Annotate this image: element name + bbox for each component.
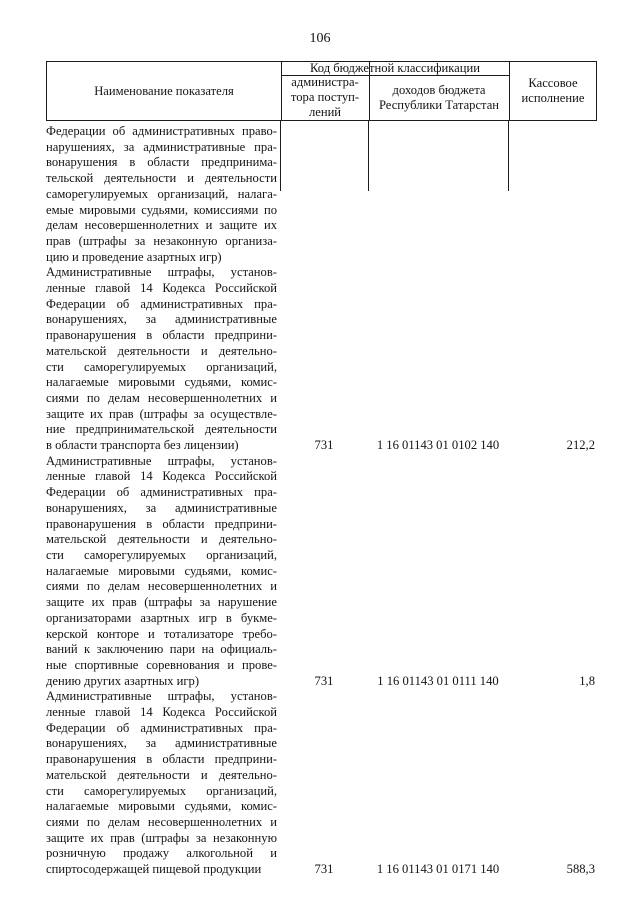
indicator-text-line: ваний к заключению пари на официаль- [46,642,277,657]
indicator-text-line: сти саморегулируемых организаций, [46,783,277,798]
indicator-text-line: Федерации об административных пра- [46,296,277,311]
indicator-text [46,265,277,453]
indicator-text-line: вонарушениях, за административные [46,312,277,327]
indicator-text-line: защите их прав (штрафы за незаконную [46,830,277,845]
indicator-text-line: Федерации об административных пра- [46,720,277,735]
execution-amount: 212,2 [566,438,595,453]
table-row [46,124,597,265]
table-row [46,454,597,690]
indicator-text-line: налагаемые мировыми судьями, комис- [46,375,277,390]
indicator-text-line: цию и проведение азартных игр) [46,249,222,264]
header-label-line: исполнение [521,91,585,105]
indicator-text-line: розничную продажу алкогольной и [46,846,277,861]
indicator-text-line: Федерации об административных пра- [46,485,277,500]
indicator-text [46,689,277,877]
indicator-text-line: сти саморегулируемых организаций, [46,359,277,374]
indicator-text-line: нарушениях, за административные пра- [46,139,277,154]
indicator-text [46,454,277,690]
indicator-text-line: саморегулируемых организаций, налага- [46,186,277,201]
budget-table [46,61,597,877]
indicator-text-line: организаторами азартных игр в букме- [46,610,277,625]
income-code: 1 16 01143 01 0111 140 [377,673,499,688]
indicator-text-line: спиртосодержащей пищевой продукции [46,862,262,877]
indicator-text-line: дению других азартных игр) [46,673,200,688]
indicator-text [46,124,277,265]
indicator-text-line: правонарушения в области предприни- [46,328,277,343]
indicator-text-line: сти саморегулируемых организаций, [46,547,277,562]
header-label-line: доходов бюджета [392,82,486,97]
table-row [46,689,597,877]
administrator-code: 731 [314,862,334,877]
budget-classification-header: Код бюджетной классификации [310,61,480,75]
indicator-text-line: вонарушения в области предпринима- [46,155,277,170]
budget-income-header [369,75,509,120]
indicator-text-line: емые мировыми судьями, комиссиями по [46,202,277,217]
indicator-text-line: мательской деятельности и деятельно- [46,767,277,782]
administrator-code: 731 [314,673,334,688]
header-label-line: администра- [291,75,359,89]
execution-amount: 1,8 [579,673,595,688]
table-body [46,124,597,878]
table-row [46,265,597,453]
indicator-text-line: сиями по делам несовершеннолетних и [46,814,277,829]
indicator-text-line: тельской деятельности и деятельности [46,171,277,186]
administrator-code: 731 [314,438,334,453]
table-header [46,61,597,121]
indicator-text-line: ленные главой 14 Кодекса Российской [46,705,277,720]
indicator-text-line: Федерации об административных право- [46,124,277,138]
page-number: 106 [309,31,331,46]
administrator-header [281,75,369,120]
header-label-line: тора поступ- [290,90,360,104]
indicator-text-line: правонарушения в области предприни- [46,516,277,531]
indicator-text-line: сиями по делам несовершеннолетних и [46,579,277,594]
indicator-text-line: налагаемые мировыми судьями, комис- [46,799,277,814]
indicator-text-line: ленные главой 14 Кодекса Российской [46,281,277,296]
indicator-text-line: делам несовершеннолетних и защите их [46,218,277,233]
indicator-text-line: мательской деятельности и деятельно- [46,343,277,358]
indicator-text-line: Административные штрафы, установ- [46,265,277,280]
indicator-text-line: Административные штрафы, установ- [46,689,277,704]
indicator-text-line: ленные главой 14 Кодекса Российской [46,469,277,484]
header-label-line: Республики Татарстан [378,97,500,112]
indicator-text-line: ные спортивные соревнования и прове- [46,657,277,672]
header-label-line: Кассовое [528,76,578,90]
indicator-text-line: Административные штрафы, установ- [46,453,277,468]
execution-header [509,62,597,120]
execution-amount: 588,3 [566,862,595,877]
indicator-text-line: налагаемые мировыми судьями, комис- [46,563,277,578]
indicator-text-line: защите их прав (штрафы за осуществле- [46,406,277,421]
income-code: 1 16 01143 01 0102 140 [376,438,500,453]
indicator-text-line: в области транспорта без лицензии) [46,438,239,453]
indicator-text-line: вонарушениях, за административные [46,500,277,515]
indicator-text-line: прав (штрафы за незаконную организа- [46,233,277,248]
indicator-text-line: правонарушения в области предприни- [46,752,277,767]
indicator-text-line: керской конторе и тотализаторе требо- [46,626,277,641]
indicator-text-line: вонарушениях, за административные [46,736,277,751]
indicator-text-line: мательской деятельности и деятельно- [46,532,277,547]
indicator-text-line: ние предпринимательской деятельности [46,422,277,437]
header-label-line: лений [308,105,342,119]
indicator-text-line: защите их прав (штрафы за нарушение [46,595,277,610]
indicator-name-header: Наименование показателя [94,83,234,98]
indicator-text-line: сиями по делам несовершеннолетних и [46,390,277,405]
income-code: 1 16 01143 01 0171 140 [376,862,500,877]
